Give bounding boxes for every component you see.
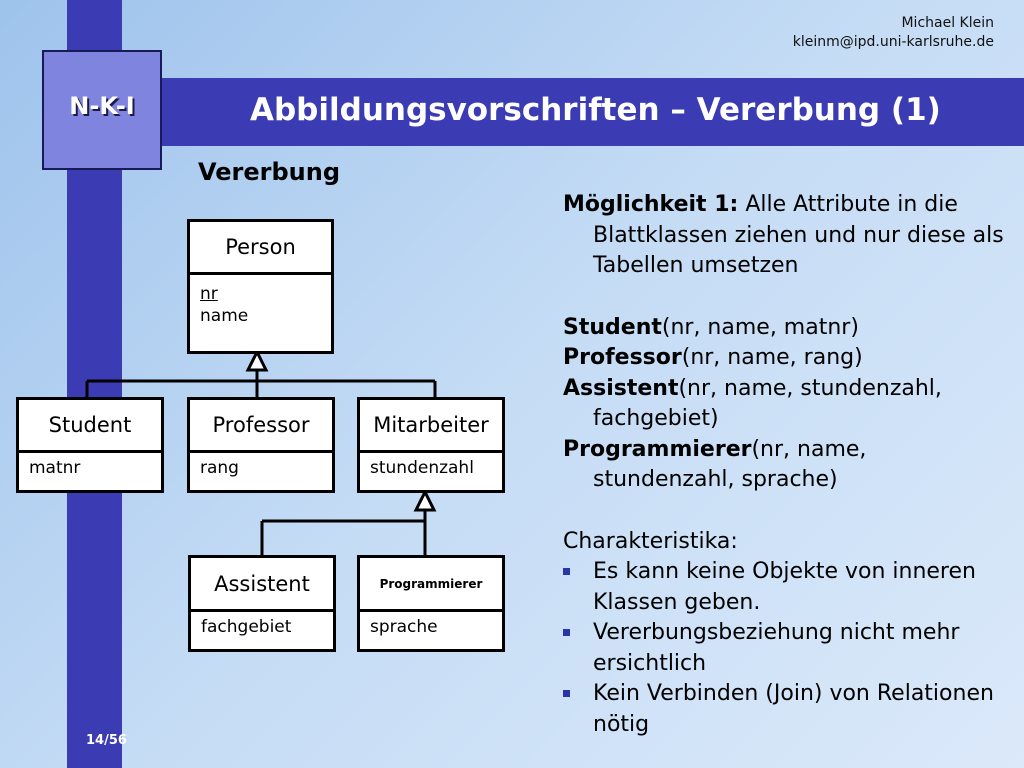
logo-text: N-K-I [69,92,135,120]
option-paragraph [563,190,1013,282]
relation-name: Assistent [563,375,679,401]
bullet-square-icon [563,568,570,575]
mitarbeiter-generalization-arrow [416,492,434,510]
person-generalization-arrow [248,352,266,370]
bullet-square-icon [563,629,570,636]
class-mitarbeiter-name: Mitarbeiter [360,400,502,453]
relation-line [563,343,1013,374]
list-item [563,679,1013,740]
list-item [563,618,1013,679]
relation-name: Professor [563,345,682,370]
class-professor [187,397,335,493]
relation-line [563,374,1013,435]
explanation-text [563,190,1013,740]
class-person-attr: name [200,306,249,326]
bullet-text: Vererbungsbeziehung nicht mehr ersichtlich [593,620,960,676]
class-person [187,219,334,354]
list-item [563,557,1013,618]
class-programmierer-name: Programmierer [360,558,502,612]
class-person-name: Person [190,222,331,275]
page-number: 14/56 [86,733,127,748]
relation-name: Programmierer [563,436,752,462]
bullet-square-icon [563,690,570,697]
characteristics-list [563,557,1013,740]
class-programmierer-attr: sprache [370,617,438,637]
class-student-name: Student [19,400,161,453]
relation-args: (nr, name, matnr) [661,314,859,340]
diagram-heading: Vererbung [198,158,341,186]
relation-args: (nr, name, stundenzahl, fachgebiet) [593,375,942,431]
bullet-text: Es kann keine Objekte von inneren Klassen geben. [593,559,976,615]
class-assistent-attr: fachgebiet [201,617,292,637]
relation-args: (nr, name, stundenzahl, sprache) [593,436,867,492]
relation-line [563,435,1013,496]
class-professor-attr: rang [200,458,239,478]
class-mitarbeiter [357,397,505,493]
slide-title: Abbildungsvorschriften – Vererbung (1) [250,92,941,128]
class-professor-name: Professor [190,400,332,453]
relation-line [563,313,1013,344]
class-person-key-attr: nr [200,284,218,304]
class-programmierer [357,555,505,652]
class-assistent [188,555,336,652]
option-label: Möglichkeit 1: [563,192,739,217]
class-assistent-name: Assistent [191,558,333,612]
relation-args: (nr, name, rang) [681,345,863,370]
author-name: Michael Klein [901,15,994,31]
class-mitarbeiter-attr: stundenzahl [370,458,474,478]
characteristics-heading: Charakteristika: [563,528,738,554]
option-text: Alle Attribute in die Blattklassen ziehen und nur diese als Tabellen umsetzen [593,192,1004,278]
bullet-text: Kein Verbinden (Join) von Relationen nötig [593,681,994,737]
author-email: kleinm@ipd.uni-karlsruhe.de [792,34,994,50]
class-student-attr: matnr [29,458,81,478]
class-student [16,397,164,493]
relation-name: Student [563,314,662,340]
